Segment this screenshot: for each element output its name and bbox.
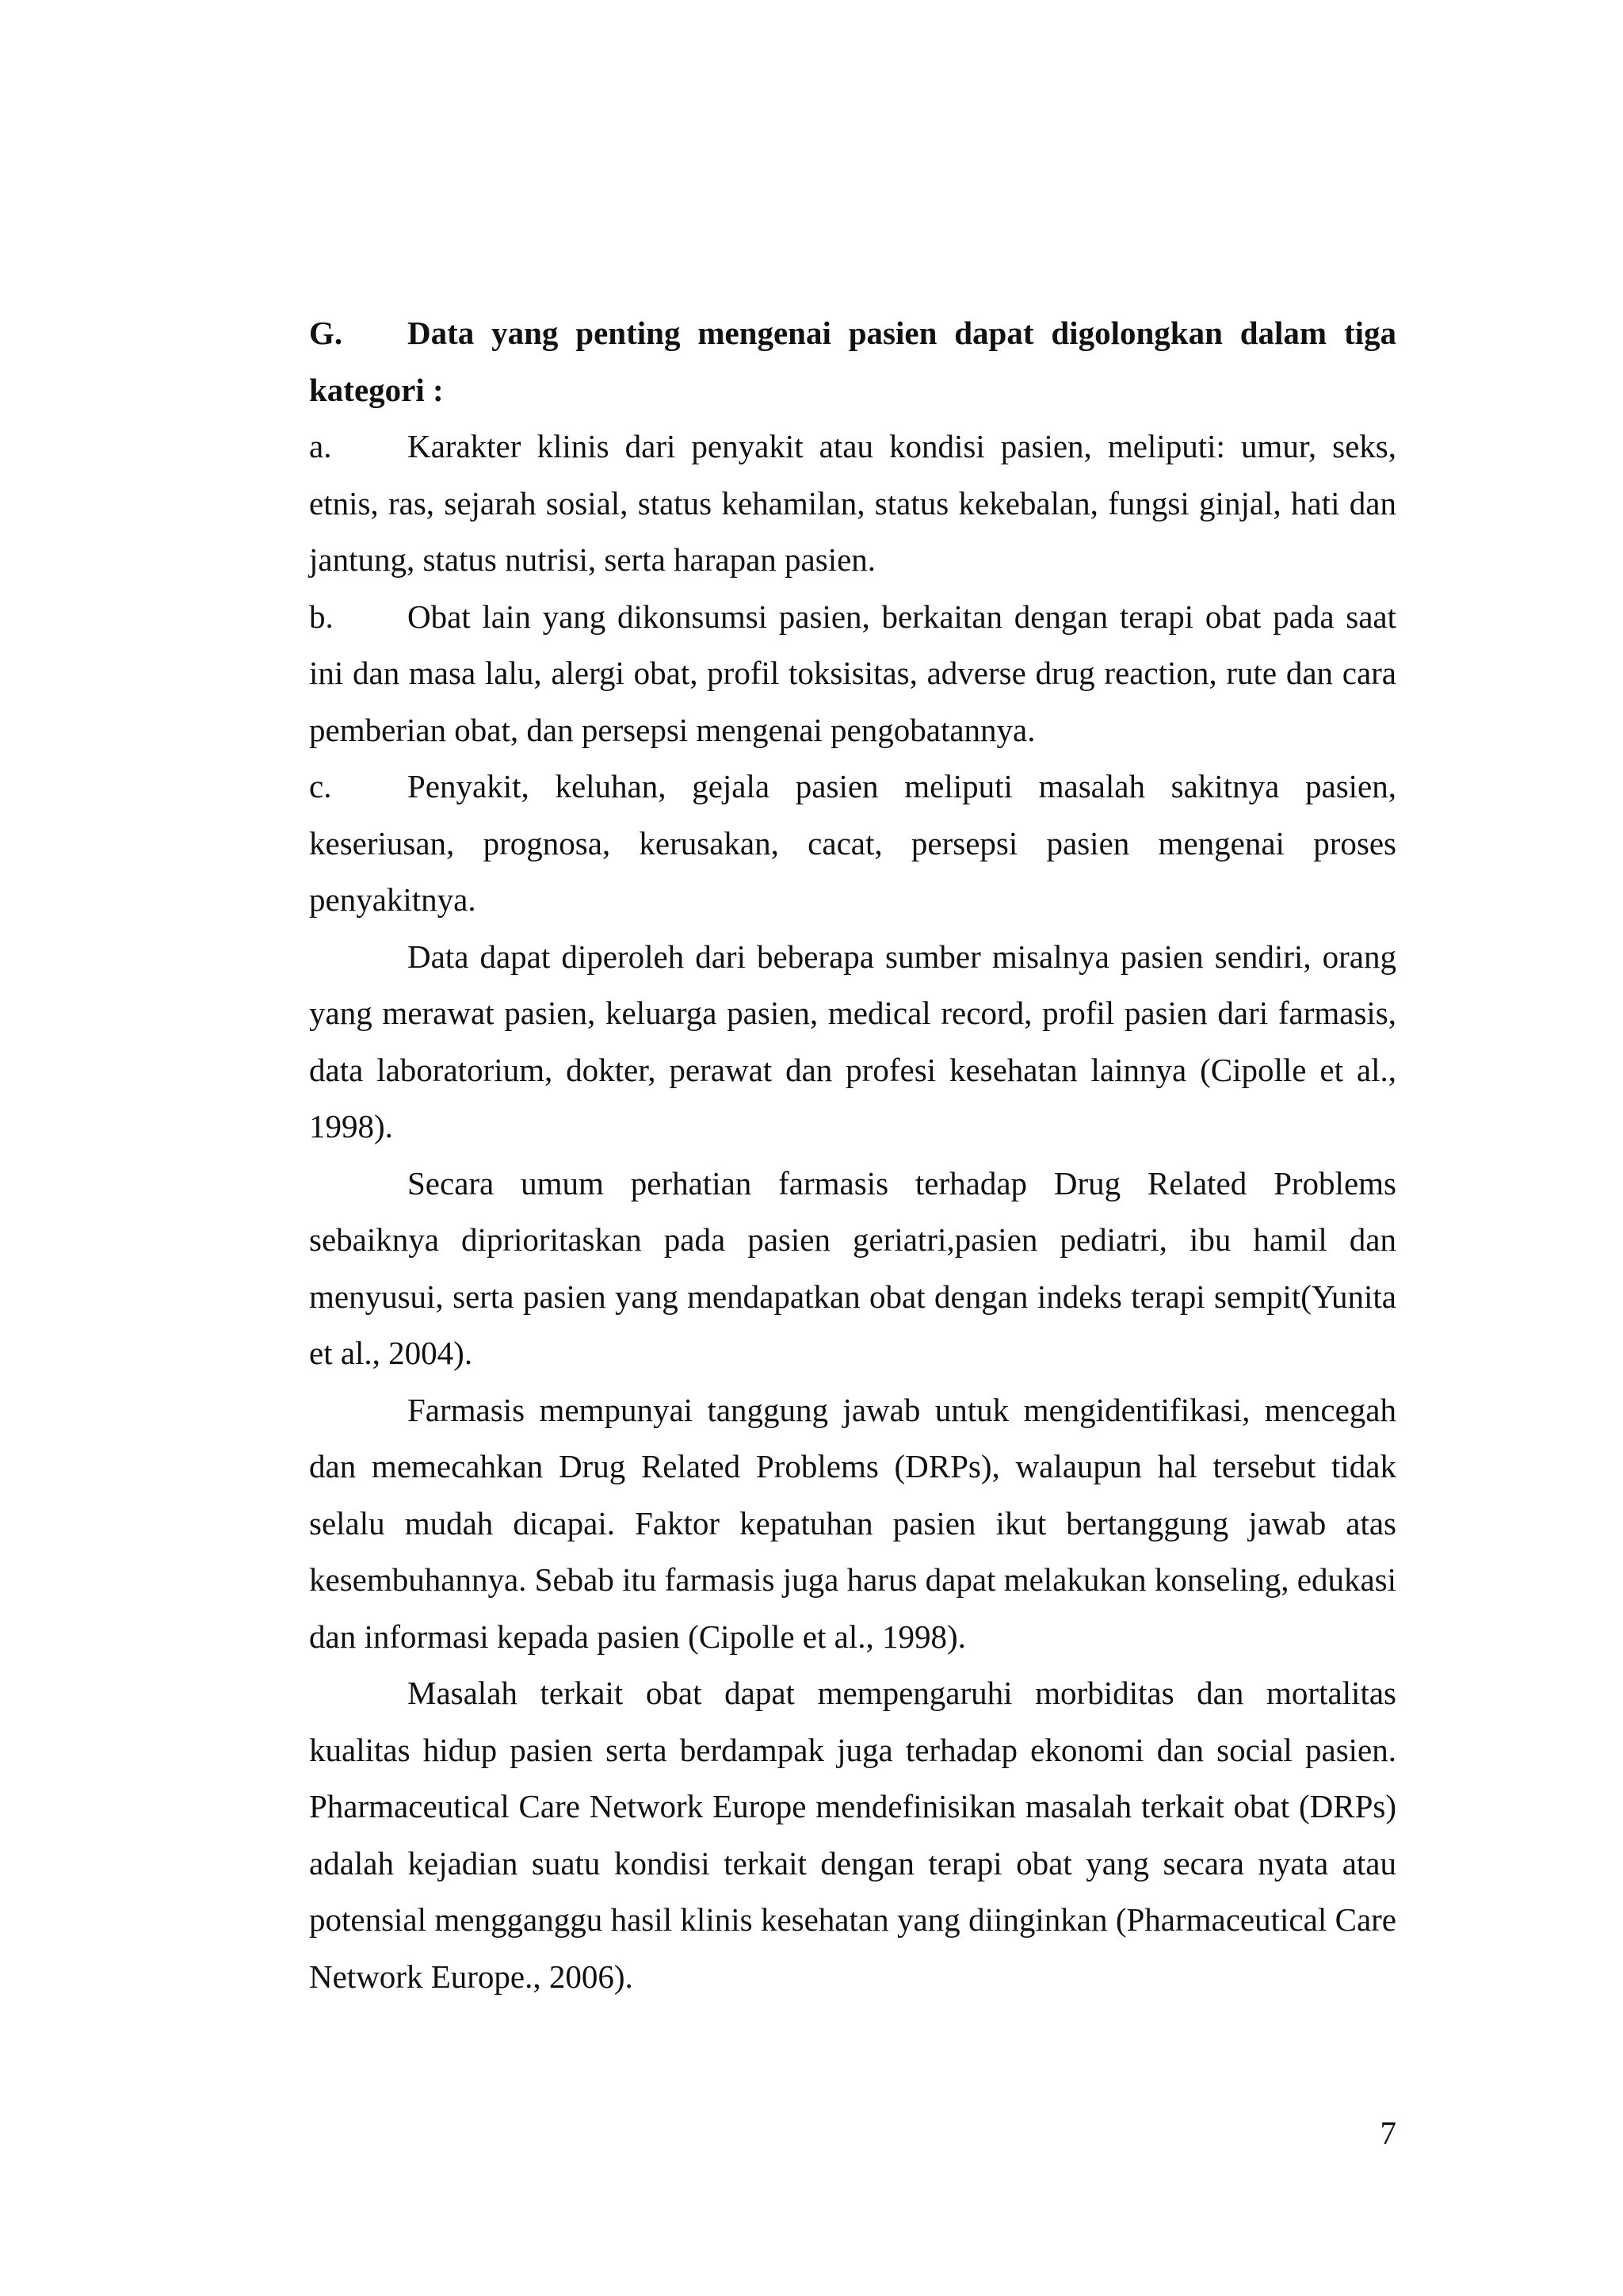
body-paragraph: Farmasis mempunyai tanggung jawab untuk mengidentifikasi, mencegah dan memecahkan Drug Related Problems (DRPs), walaupun hal tersebut tidak selalu mudah dicapai. Faktor kepatuhan pasien ikut bertanggung jawab atas kesembuhannya. Sebab itu farmasis juga harus dapat melakukan konseling, edukasi dan informasi kepada pasien (Cipolle et al., 1998). [309, 1391, 1396, 1655]
section-number: G. [309, 315, 343, 351]
page-number: 7 [1380, 2115, 1396, 2151]
list-item-text: Obat lain yang dikonsumsi pasien, berkaitan dengan terapi obat pada saat ini dan masa lalu, alergi obat, profil toksisitas, adverse drug reaction, rute dan cara pemberian obat, dan persepsi mengenai pengobatannya. [309, 598, 1396, 748]
list-marker: c. [309, 768, 332, 804]
list-item-text: Penyakit, keluhan, gejala pasien meliputi masalah sakitnya pasien, keseriusan, prognosa, kerusakan, cacat, persepsi pasien mengenai proses penyakitnya. [309, 768, 1396, 918]
body-paragraph: Masalah terkait obat dapat mempengaruhi morbiditas dan mortalitas kualitas hidup pasien serta berdampak juga terhadap ekonomi dan social pasien. Pharmaceutical Care Network Europe mendefinisikan masalah terkait obat (DRPs) adalah kejadian suatu kondisi terkait dengan terapi obat yang secara nyata atau potensial mengganggu hasil klinis kesehatan yang diinginkan (Pharmaceutical Care Network Europe., 2006). [309, 1675, 1396, 1995]
section-heading [309, 305, 1396, 418]
section-title: Data yang penting mengenai pasien dapat digolongkan dalam tiga kategori : [309, 315, 1396, 408]
list-marker: b. [309, 598, 334, 635]
list-item [309, 758, 1396, 929]
body-paragraph: Secara umum perhatian farmasis terhadap Drug Related Problems sebaiknya diprioritaskan pada pasien geriatri,pasien pediatri, ibu hamil dan menyusui, serta pasien yang mendapatkan obat dengan indeks terapi sempit(Yunita et al., 2004). [309, 1164, 1396, 1371]
list-marker: a. [309, 428, 332, 464]
document-page [309, 305, 1396, 2005]
body-paragraph: Data dapat diperoleh dari beberapa sumber misalnya pasien sendiri, orang yang merawat pasien, keluarga pasien, medical record, profil pasien dari farmasis, data laboratorium, dokter, perawat dan profesi kesehatan lainnya (Cipolle et al., 1998). [309, 938, 1396, 1144]
list-item-text: Karakter klinis dari penyakit atau kondisi pasien, meliputi: umur, seks, etnis, ras, sejarah sosial, status kehamilan, status kekebalan, fungsi ginjal, hati dan jantung, status nutrisi, serta harapan pasien. [309, 428, 1396, 578]
list-item [309, 589, 1396, 759]
list-item [309, 418, 1396, 589]
